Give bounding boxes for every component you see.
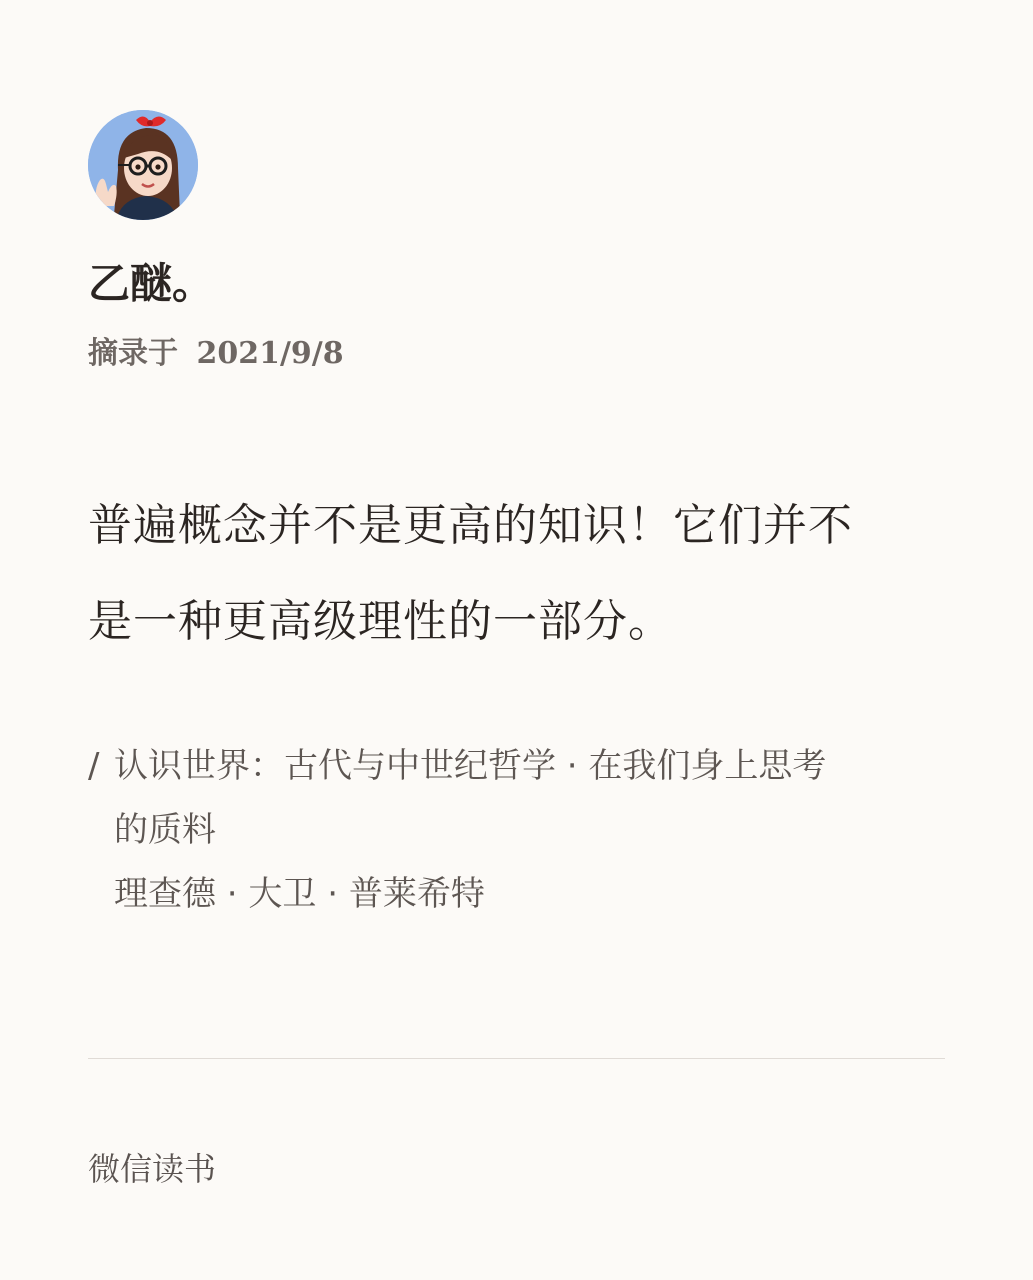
quote-line: 普遍概念并不是更高的知识！它们并不 [88, 500, 853, 551]
book-title-row [88, 734, 948, 798]
avatar-illustration-icon [88, 110, 198, 220]
app-name: 微信读书 [88, 1150, 217, 1188]
excerpt-date [88, 334, 344, 374]
quote-line: 是一种更高级理性的一部分。 [88, 596, 673, 647]
excerpt-prefix: 摘录于 [88, 336, 178, 371]
quote-text [88, 478, 948, 670]
book-author-row [88, 862, 948, 926]
divider [88, 1058, 945, 1059]
book-source[interactable] [88, 734, 948, 926]
book-title: 认识世界：古代与中世纪哲学 · 在我们身上思考 [114, 746, 827, 786]
source-slash: / [88, 746, 100, 786]
book-author: 理查德 · 大卫 · 普莱希特 [114, 874, 485, 914]
book-title-continued [88, 798, 948, 862]
avatar[interactable] [88, 110, 198, 220]
user-name: 乙醚。 [88, 259, 215, 308]
excerpt-date-value: 2021/9/8 [196, 336, 344, 371]
book-title-line2: 的质料 [114, 810, 216, 850]
